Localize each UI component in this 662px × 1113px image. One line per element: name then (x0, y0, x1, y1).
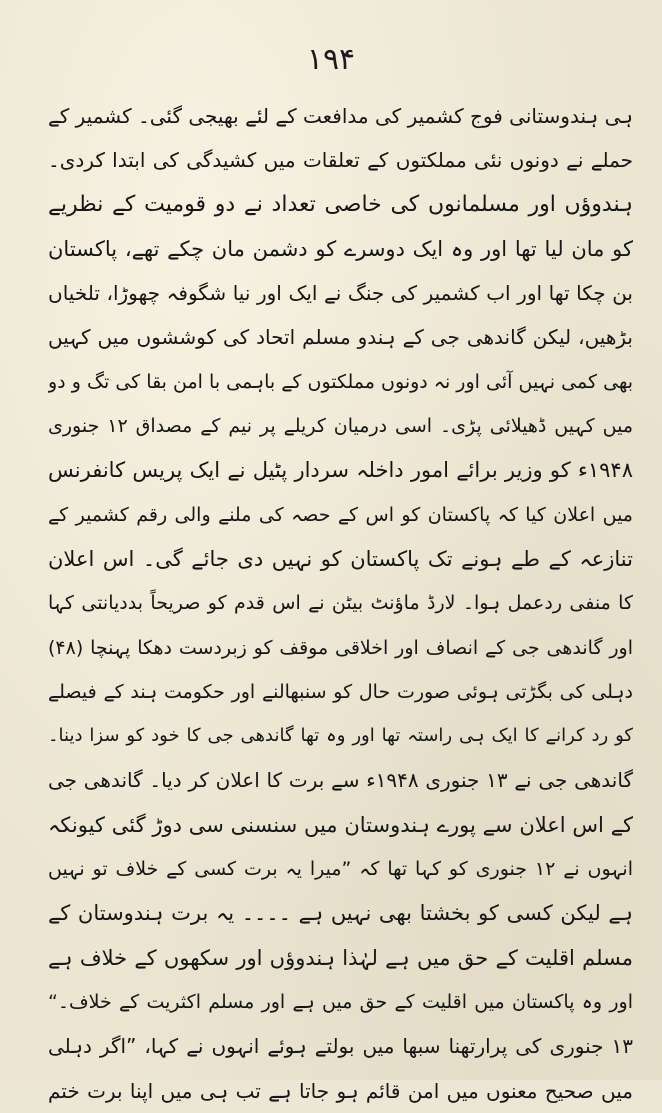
text-line: میں کہیں ڈھیلائی پڑی۔ اسی درمیان کریلے پر نیم کے مصداق ۱۲ جنوری (48, 415, 633, 438)
text-line: کو رد کرانے کا ایک ہی راستہ تھا اور وہ تھا گاندھی جی کا خود کو سزا دینا۔ (48, 725, 633, 747)
text-line: ۱۳ جنوری کی پرارتھنا سبھا میں بولتے ہوئے انہوں نے کہا، ”اگر دہلی (48, 1034, 633, 1059)
text-line: انہوں نے ۱۲ جنوری کو کہا تھا کہ ”میرا یہ برت کسی کے خلاف تو نہیں (48, 858, 633, 881)
text-line: تنازعہ کے طے ہونے تک پاکستان کو نہیں دی جائے گی۔ اس اعلان (48, 546, 633, 571)
text-line: اور وہ پاکستان میں اقلیت کے حق میں ہے اور مسلم اکثریت کے خلاف۔“ (48, 990, 633, 1013)
text-line: ہی ہندوستانی فوج کشمیر کی مدافعت کے لئے بھیجی گئی۔ کشمیر کے (48, 104, 633, 128)
text-line: ۱۹۴۸ء کو وزیر برائے امور داخلہ سردار پٹیل نے ایک پریس کانفرنس (48, 458, 633, 483)
text-line: بڑھیں، لیکن گاندھی جی کے ہندو مسلم اتحاد کی کوششوں میں کہیں (48, 325, 633, 350)
text-line: دہلی کی بگڑتی ہوئی صورت حال کو سنبھالنے اور حکومت ہند کے فیصلے (48, 680, 633, 703)
text-line: ہے لیکن کسی کو بخشتا بھی نہیں ہے ۔۔۔۔ یہ برت ہندوستان کے (48, 901, 633, 926)
text-line: کے اس اعلان سے پورے ہندوستان میں سنسنی سی دوڑ گئی کیونکہ (48, 812, 633, 837)
page-number: ۱۹۴ (306, 42, 356, 77)
text-line: کو مان لیا تھا اور وہ ایک دوسرے کو دشمن مان چکے تھے، پاکستان (48, 236, 633, 261)
text-line: میں صحیح معنوں میں امن قائم ہو جاتا ہے تب ہی میں اپنا برت ختم (48, 1078, 633, 1103)
text-line: بھی کمی نہیں آئی اور نہ دونوں مملکتوں کے باہمی با امن بقا کی تگ و دو (48, 370, 633, 393)
text-line: میں اعلان کیا کہ پاکستان کو اس کے حصہ کی ملنے والی رقم کشمیر کے (48, 503, 633, 526)
text-line: اور گاندھی جی کے انصاف اور اخلاقی موقف کو زبردست دھکا پہنچا (۴۸) (48, 636, 633, 659)
body-text (48, 94, 633, 1113)
text-line: ہندوؤں اور مسلمانوں کی خاصی تعداد نے دو قومیت کے نظریے (48, 191, 633, 217)
text-line: حملے نے دونوں نئی مملکتوں کے تعلقات میں کشیدگی کی ابتدا کردی۔ (48, 148, 633, 173)
text-line: کا منفی ردعمل ہوا۔ لارڈ ماؤنٹ بیٹن نے اس قدم کو صریحاً بددیانتی کہا (48, 592, 633, 615)
text-line: گاندھی جی نے ۱۳ جنوری ۱۹۴۸ء سے برت کا اعلان کر دیا۔ گاندھی جی (48, 768, 633, 793)
text-line: مسلم اقلیت کے حق میں ہے لہٰذا ہندوؤں اور سکھوں کے خلاف ہے (48, 945, 633, 970)
text-line: بن چکا تھا اور اب کشمیر کی جنگ نے ایک اور نیا شگوفہ چھوڑا، تلخیاں (48, 281, 633, 306)
